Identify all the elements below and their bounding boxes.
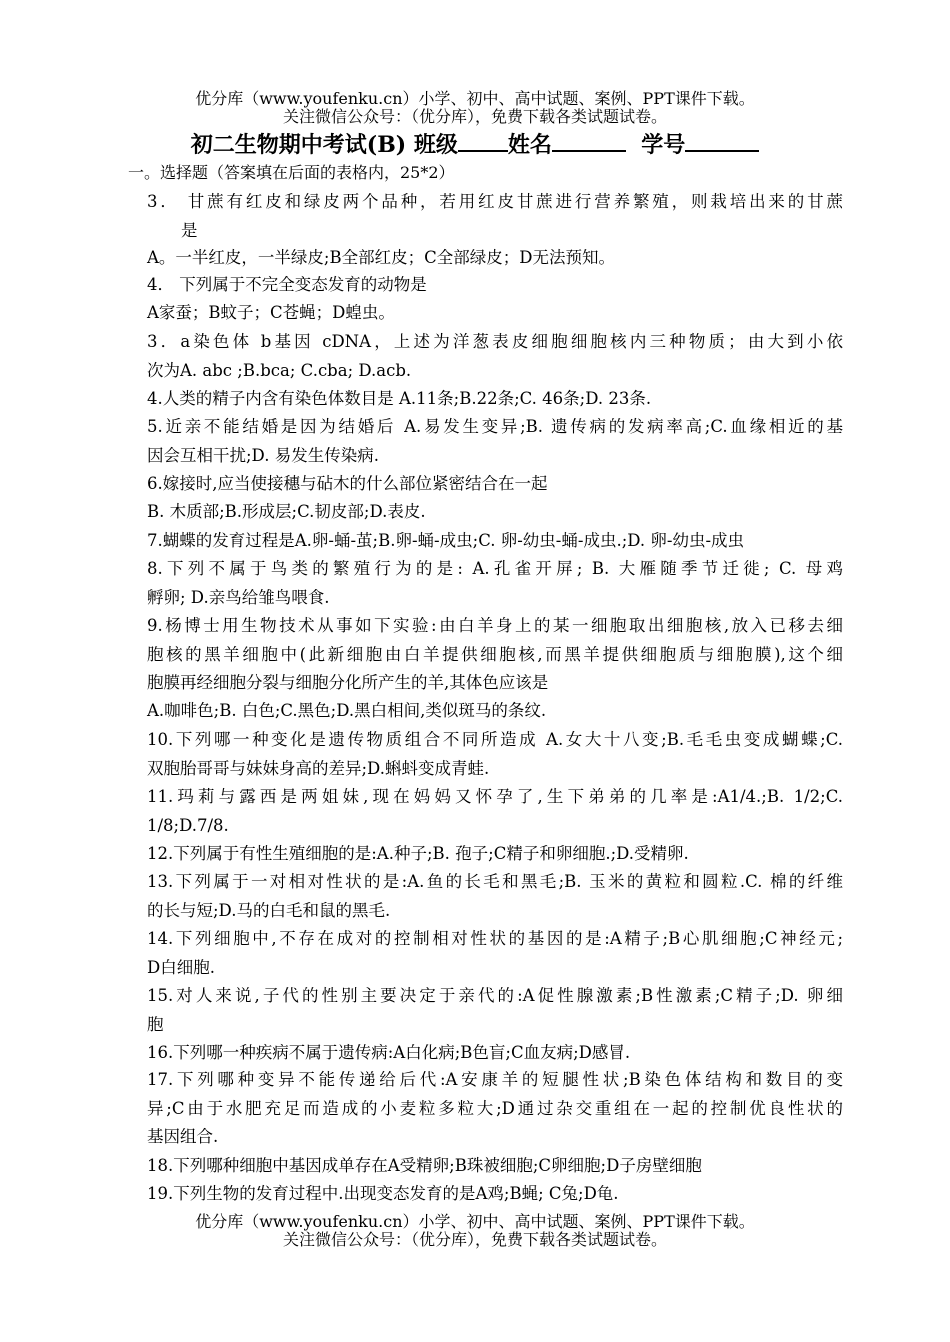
question-item — [147, 868, 843, 925]
header-line-1: 优分库（www.youfenku.cn）小学、初中、高中试题、案例、PPT课件下载。 — [195, 89, 755, 108]
question-item — [147, 271, 843, 300]
header-line-2: 关注微信公众号：（优分库），免费下载各类试题试卷。 — [282, 107, 667, 126]
question-item — [147, 726, 843, 783]
question-item — [147, 527, 843, 556]
question-line: A家蚕；B蚊子；C苍蝇；D蝗虫。 — [147, 303, 395, 322]
question-line: 4． 下列属于不完全变态发育的动物是 — [147, 275, 427, 294]
question-line: 9.杨博士用生物技术从事如下实验:由白羊身上的某一细胞取出细胞核,放入已移去细 — [147, 616, 843, 635]
question-item — [147, 783, 843, 840]
question-line: 孵卵; D.亲鸟给雏鸟喂食. — [147, 587, 330, 607]
question-item — [147, 612, 843, 698]
question-line: 3． 甘蔗有红皮和绿皮两个品种，若用红皮甘蔗进行营养繁殖，则栽培出来的甘蔗 — [147, 192, 843, 211]
section-heading: 一。选择题（答案填在后面的表格内，25*2） — [128, 163, 455, 182]
question-line: 14.下列细胞中,不存在成对的控制相对性状的基因的是:A精子;B心肌细胞;C神经元; — [147, 929, 843, 948]
question-item — [147, 925, 843, 982]
question-item — [147, 1180, 843, 1209]
class-blank — [458, 128, 508, 152]
question-line: 是 — [181, 220, 198, 240]
question-item — [147, 188, 843, 245]
question-line: 3．a染色体 b基因 cDNA，上述为洋葱表皮细胞细胞核内三种物质；由大到小依 — [147, 332, 843, 351]
question-line: 8.下列不属于鸟类的繁殖行为的是: A.孔雀开屏; B. 大雁随季节迁徙; C. 母鸡 — [147, 559, 843, 578]
question-item — [147, 1039, 843, 1068]
question-line: 1/8;D.7/8. — [147, 815, 229, 835]
question-item — [147, 840, 843, 869]
question-item — [147, 413, 843, 470]
question-item — [147, 982, 843, 1039]
question-item — [147, 1152, 843, 1181]
question-line: 17.下列哪种变异不能传递给后代:A安康羊的短腿性状;B染色体结构和数目的变 — [147, 1070, 843, 1089]
title-text: 初二生物期中考试(B) 班级 — [190, 132, 458, 158]
question-line: 18.下列哪种细胞中基因成单存在A受精卵;B珠被细胞;C卵细胞;D子房壁细胞 — [147, 1156, 702, 1175]
question-item — [147, 299, 843, 328]
question-item — [147, 555, 843, 612]
footer-line-1: 优分库（www.youfenku.cn）小学、初中、高中试题、案例、PPT课件下载。 — [195, 1212, 755, 1231]
question-line: 次为A. abc ;B.bca; C.cba; D.acb. — [147, 360, 412, 380]
question-item — [147, 328, 843, 385]
question-line: D白细胞. — [147, 957, 215, 977]
question-line: 基因组合. — [147, 1127, 219, 1146]
question-line: 12.下列属于有性生殖细胞的是:A.种子;B. 孢子;C精子和卵细胞.;D.受精卵. — [147, 844, 689, 863]
name-blank — [552, 128, 626, 152]
question-line: 4.人类的精子内含有染色体数目是 A.11条;B.22条;C. 46条;D. 23条. — [147, 389, 652, 408]
number-blank — [685, 128, 759, 152]
question-item — [147, 1066, 843, 1152]
question-line: A。一半红皮，一半绿皮;B全部红皮；C全部绿皮；D无法预知。 — [147, 248, 615, 267]
question-line: 6.嫁接时,应当使接穗与砧木的什么部位紧密结合在一起 — [147, 474, 548, 493]
question-line: 11.玛莉与露西是两姐妹,现在妈妈又怀孕了,生下弟弟的几率是:A1/4.;B. 1/2;C. — [147, 787, 843, 806]
question-line: 13.下列属于一对相对性状的是:A.鱼的长毛和黑毛;B. 玉米的黄粒和圆粒.C. 棉的纤维 — [147, 872, 843, 891]
question-line: B. 木质部;B.形成层;C.韧皮部;D.表皮. — [147, 502, 426, 521]
question-line: 10.下列哪一种变化是遗传物质组合不同所造成 A.女大十八变;B.毛毛虫变成蝴蝶;C. — [147, 730, 843, 749]
question-line: 15.对人来说,子代的性别主要决定于亲代的:A促性腺激素;B性激素;C精子;D. 卵细 — [147, 986, 843, 1005]
question-line: 双胞胎哥哥与妹妹身高的差异;D.蝌蚪变成青蛙. — [147, 758, 490, 778]
exam-title — [0, 128, 950, 160]
question-line: 因会互相干扰;D. 易发生传染病. — [147, 445, 379, 465]
question-line: 7.蝴蝶的发育过程是A.卵-蛹-茧;B.卵-蛹-成虫;C. 卵-幼虫-蛹-成虫.;D. 卵-幼虫-成虫 — [147, 531, 745, 550]
question-line: 胞膜再经细胞分裂与细胞分化所产生的羊,其体色应该是 — [147, 673, 549, 692]
question-line: 胞核的黑羊细胞中(此新细胞由白羊提供细胞核,而黑羊提供细胞质与细胞膜),这个细 — [147, 644, 843, 664]
question-line: 5.近亲不能结婚是因为结婚后 A.易发生变异;B. 遗传病的发病率高;C.血缘相近的基 — [147, 417, 843, 436]
name-label: 姓名 — [507, 132, 552, 158]
question-item — [147, 470, 843, 499]
question-item — [147, 385, 843, 414]
question-line: 19.下列生物的发育过程中.出现变态发育的是A鸡;B蝇; C兔;D龟. — [147, 1184, 619, 1203]
question-line: 的长与短;D.马的白毛和鼠的黑毛. — [147, 900, 391, 920]
question-line: 胞 — [147, 1014, 164, 1034]
question-item — [147, 244, 843, 273]
footer-line-2: 关注微信公众号：（优分库），免费下载各类试题试卷。 — [282, 1230, 667, 1249]
question-item — [147, 498, 843, 527]
number-label: 学号 — [641, 132, 686, 158]
question-line: 16.下列哪一种疾病不属于遗传病:A白化病;B色盲;C血友病;D感冒. — [147, 1043, 631, 1062]
question-item — [147, 697, 843, 726]
question-line: 异;C由于水肥充足而造成的小麦粒多粒大;D通过杂交重组在一起的控制优良性状的 — [147, 1098, 843, 1118]
question-line: A.咖啡色;B. 白色;C.黑色;D.黑白相间,类似斑马的条纹. — [147, 701, 547, 720]
